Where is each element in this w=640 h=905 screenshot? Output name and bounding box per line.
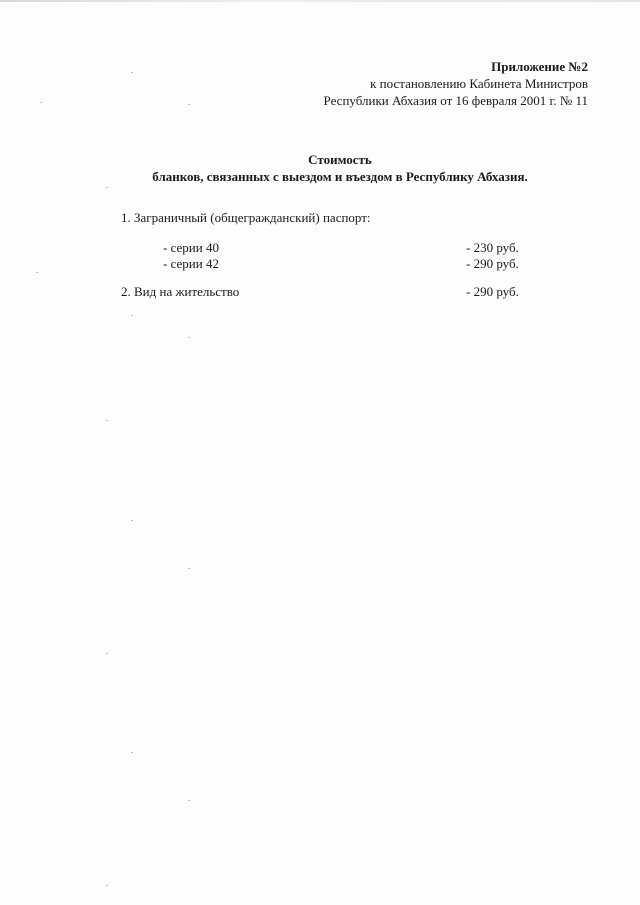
scan-speck [188, 800, 190, 801]
appendix-reference-line-2: Республики Абхазия от 16 февраля 2001 г. № 11 [323, 93, 588, 108]
section-2-price: - 290 руб. [466, 284, 519, 299]
appendix-title: Приложение №2 [491, 59, 588, 74]
scan-speck [188, 568, 190, 569]
item-series-40-label: - серии 40 [163, 240, 219, 255]
scan-speck [106, 420, 108, 421]
document-title [0, 151, 640, 185]
section-1-heading: 1. Заграничный (общегражданский) паспорт: [121, 210, 371, 225]
appendix-header [324, 58, 588, 109]
scan-speck [131, 752, 133, 753]
scan-edge [0, 0, 640, 2]
scan-speck [40, 102, 42, 103]
scan-speck [131, 520, 133, 521]
document-title-line-2: бланков, связанных с выездом и въездом в Республику Абхазия. [152, 169, 528, 184]
section-2-heading: 2. Вид на жительство [121, 284, 240, 299]
scan-speck [188, 104, 190, 105]
scan-speck [106, 653, 108, 654]
scan-speck [36, 272, 38, 273]
document-title-line-1: Стоимость [308, 152, 372, 167]
item-series-42-price: - 290 руб. [466, 256, 519, 271]
scan-speck [106, 885, 108, 886]
scan-speck [188, 337, 190, 338]
item-series-40-price: - 230 руб. [466, 240, 519, 255]
item-series-42-label: - серии 42 [163, 256, 219, 271]
scan-speck [106, 187, 108, 188]
scan-speck [131, 315, 133, 316]
appendix-reference-line-1: к постановлению Кабинета Министров [370, 76, 588, 91]
scan-speck [131, 72, 133, 73]
